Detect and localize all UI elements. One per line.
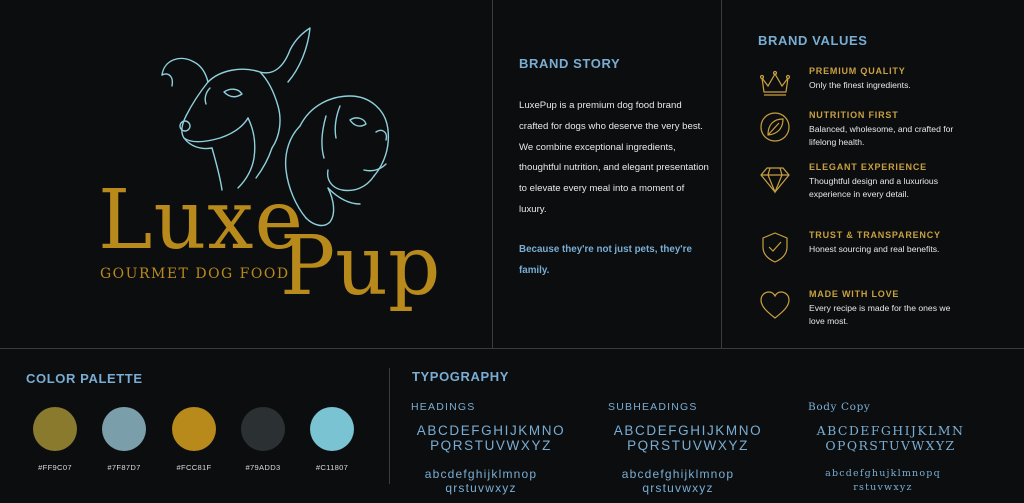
color-swatch	[32, 407, 78, 472]
color-palette-title: COLOR PALETTE	[26, 371, 143, 386]
typography-lowercase-sample: abcdefghujklmnopq rstuvwxyz	[825, 468, 941, 493]
color-swatch	[171, 407, 217, 472]
brand-story-title: BRAND STORY	[519, 56, 621, 71]
typography-subheadings-column	[608, 401, 798, 495]
logo-word-luxe: Luxe	[98, 173, 305, 268]
brand-values-title: BRAND VALUES	[758, 33, 868, 48]
value-title: PREMIUM QUALITY	[809, 66, 906, 76]
value-desc: Honest sourcing and real benefits.	[809, 244, 940, 254]
swatch-dot	[33, 407, 77, 451]
swatch-dot	[241, 407, 285, 451]
value-title: ELEGANT EXPERIENCE	[809, 162, 927, 172]
value-title: NUTRITION FIRST	[809, 110, 899, 120]
typography-body-copy-column	[808, 401, 998, 495]
value-desc: Balanced, wholesome, and crafted for lifelong health.	[809, 124, 954, 148]
swatch-hex: #FF9C07	[38, 463, 72, 472]
logo-tagline: GOURMET DOG FOOD	[100, 266, 290, 282]
value-desc: Only the finest ingredients.	[809, 80, 911, 90]
typography-label: Body Copy	[808, 401, 871, 413]
swatch-hex: #C11807	[315, 463, 349, 472]
typography-label: SUBHEADINGS	[608, 401, 698, 413]
value-title: TRUST & TRANSPARENCY	[809, 230, 941, 240]
value-desc: Thoughtful design and a luxurious experience in every detail.	[809, 176, 938, 200]
swatch-dot	[172, 407, 216, 451]
swatch-dot	[102, 407, 146, 451]
typography-label: HEADINGS	[411, 401, 476, 413]
brand-story-tagline: Because they're not just pets, they're family.	[519, 244, 692, 276]
color-swatch	[101, 407, 147, 472]
color-palette-section	[0, 349, 389, 503]
typography-uppercase-sample: ABCDEFGHIJKMNO PQRSTUVWXYZ	[416, 423, 566, 453]
logo-area	[0, 0, 492, 348]
color-swatch	[309, 407, 355, 472]
value-title: MADE WITH LOVE	[809, 289, 900, 299]
value-desc: Every recipe is made for the ones we love most.	[809, 303, 951, 327]
leaf-icon	[758, 110, 792, 144]
diamond-icon	[758, 162, 792, 196]
typography-title: TYPOGRAPHY	[412, 369, 510, 384]
swatch-hex: #FCC81F	[176, 463, 212, 472]
swatch-hex: #79ADD3	[245, 463, 281, 472]
typography-uppercase-sample: ABCDEFGHIJKMNO PQRSTUVWXYZ	[613, 423, 763, 453]
brand-values-section	[722, 0, 1024, 348]
brand-story-section	[493, 0, 721, 348]
heart-icon	[758, 289, 792, 323]
typography-headings-column	[411, 401, 601, 495]
color-swatch	[240, 407, 286, 472]
logo-word-pup: Pup	[280, 219, 441, 314]
typography-lowercase-sample: abcdefghijklmnop qrstuvwxyz	[424, 467, 538, 495]
swatch-dot	[310, 407, 354, 451]
crown-icon	[758, 66, 792, 100]
swatch-hex: #7F87D7	[107, 463, 141, 472]
typography-section	[390, 349, 1024, 503]
typography-lowercase-sample: abcdefghijklmnop qrstuvwxyz	[621, 467, 735, 495]
typography-uppercase-sample: ABCDEFGHIJKLMN OPQRSTUVWXYZ	[816, 423, 965, 453]
brand-story-body: LuxePup is a premium dog food brand crafted for dogs who deserve the very best. We combine exceptional ingredients, thoughtful nutrition, and elegant presentation to elevate every meal into a moment of luxury.	[519, 100, 709, 215]
shield-check-icon	[758, 230, 792, 264]
